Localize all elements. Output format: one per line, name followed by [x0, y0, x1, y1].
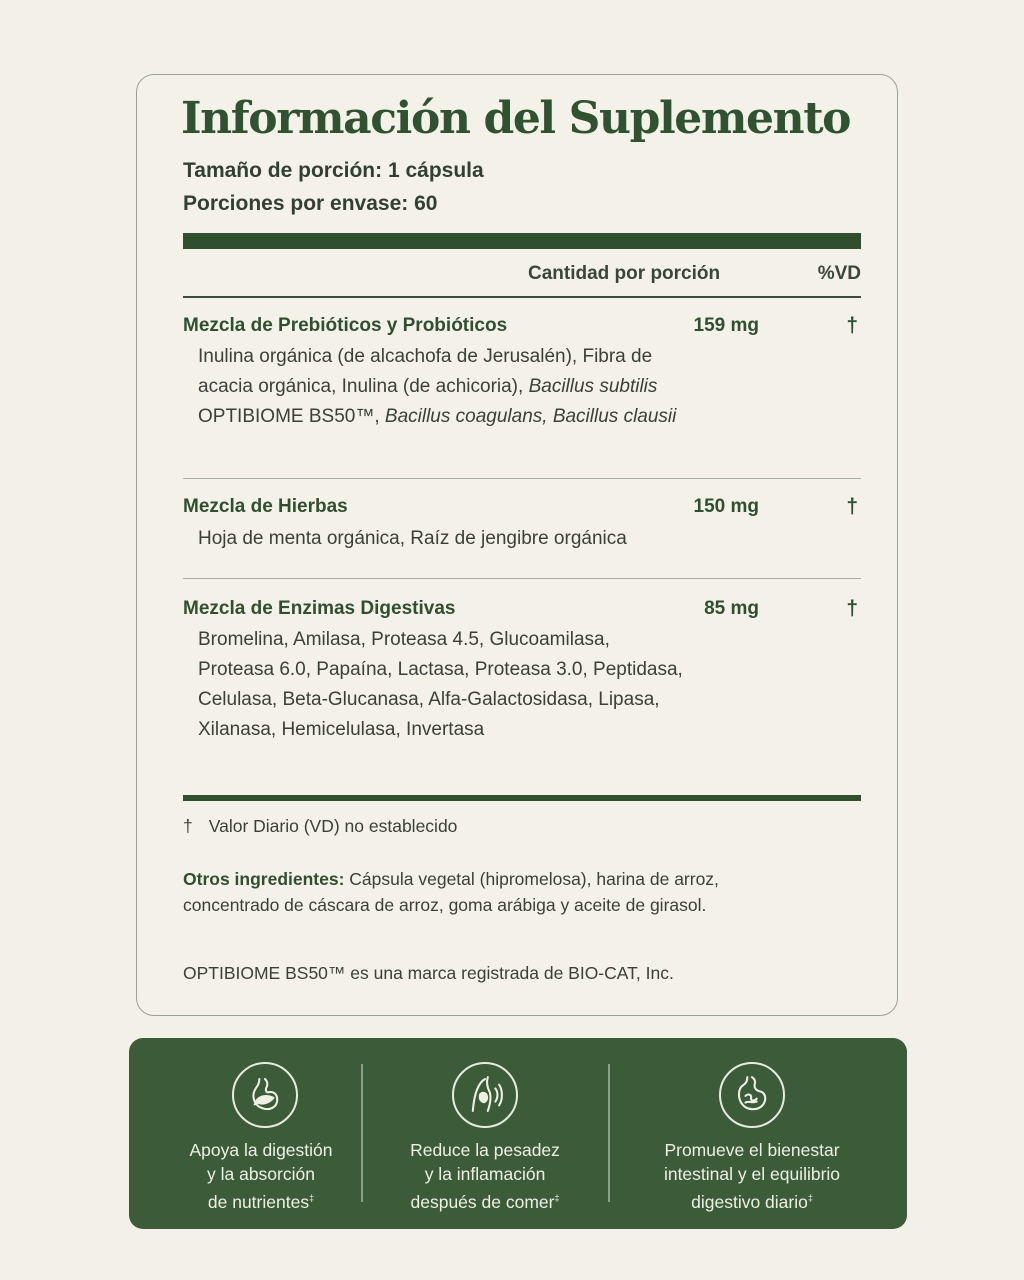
ingredients-italic: Bacillus subtilis	[528, 376, 658, 397]
blend-ingredients-enzymes: Bromelina, Amilasa, Proteasa 4.5, Glucoamilasa, Proteasa 6.0, Papaína, Lactasa, Proteasa 3.0, Peptidasa, Celulasa, Beta-Glucanasa, Alfa-Galactosidasa, Lipasa, Xilanasa, Hemicelulasa, Invertasa	[198, 629, 683, 740]
benefit-gut-wellness	[634, 1038, 870, 1229]
dv-column-header: %VD	[817, 263, 861, 284]
benefit-divider	[608, 1064, 610, 1202]
ingredients-text: OPTIBIOME BS50™,	[198, 406, 385, 427]
blend-dv-herbs: †	[846, 495, 858, 518]
footnote-text: Valor Diario (VD) no establecido	[208, 816, 458, 836]
serving-size: Tamaño de porción: 1 cápsula	[183, 159, 484, 182]
blend-amount-prebiotics: 159 mg	[693, 315, 759, 336]
bottom-thick-divider	[183, 795, 861, 801]
blend-name-prebiotics: Mezcla de Prebióticos y Probióticos	[183, 315, 508, 336]
top-thick-divider	[183, 233, 861, 249]
trademark-notice: OPTIBIOME BS50™ es una marca registrada de BIO-CAT, Inc.	[183, 963, 674, 983]
benefit-text	[634, 1138, 870, 1214]
benefit-label: Apoya la digestión y la absorción de nutrientes	[189, 1140, 333, 1212]
stomach-leaf-icon	[232, 1062, 298, 1128]
blend-amount-herbs: 150 mg	[693, 496, 759, 517]
panel-title: Información del Suplemento	[181, 93, 851, 144]
benefit-footnote-mark: ‡	[554, 1193, 560, 1203]
benefit-text	[374, 1138, 596, 1214]
blend-name-enzymes: Mezcla de Enzimas Digestivas	[183, 598, 456, 619]
benefit-bloating	[374, 1038, 596, 1229]
footnote-symbol: †	[183, 816, 193, 836]
benefit-footnote-mark: ‡	[309, 1193, 315, 1203]
other-ingredients-label: Otros ingredientes:	[183, 869, 345, 889]
benefit-divider	[361, 1064, 363, 1202]
intestine-balance-icon	[719, 1062, 785, 1128]
ingredients-italic: Bacillus coagulans, Bacillus clausii	[384, 406, 677, 427]
dv-footnote	[183, 816, 457, 837]
ingredients-text: Inulina orgánica (de alcachofa de Jerusalén), Fibra de acacia orgánica, Inulina (de achicoria),	[198, 346, 653, 397]
benefit-footnote-mark: ‡	[807, 1193, 813, 1203]
benefits-banner	[129, 1038, 907, 1229]
header-divider	[183, 296, 861, 298]
blend-ingredients-prebiotics	[198, 342, 678, 432]
blend-dv-enzymes: †	[846, 597, 858, 620]
benefit-digestion	[151, 1038, 371, 1229]
blend-dv-prebiotics: †	[846, 314, 858, 337]
blend-amount-enzymes: 85 mg	[704, 598, 759, 619]
blend-name-herbs: Mezcla de Hierbas	[183, 496, 348, 517]
servings-per-container: Porciones por envase: 60	[183, 192, 438, 215]
blend-ingredients-herbs: Hoja de menta orgánica, Raíz de jengibre orgánica	[198, 528, 627, 549]
blend-divider	[183, 578, 861, 579]
bloating-relief-icon	[452, 1062, 518, 1128]
other-ingredients	[183, 866, 753, 918]
amount-column-header: Cantidad por porción	[528, 263, 721, 284]
benefit-label: Promueve el bienestar intestinal y el equilibrio digestivo diario	[663, 1140, 841, 1212]
other-ingredients-text: Cápsula vegetal (hipromelosa), harina de arroz, concentrado de cáscara de arroz, goma arábiga y aceite de girasol.	[183, 869, 719, 915]
blend-divider	[183, 478, 861, 479]
benefit-text	[151, 1138, 371, 1214]
benefit-label: Reduce la pesadez y la inflamación después de comer	[410, 1140, 560, 1212]
supplement-facts-panel	[136, 74, 898, 1016]
